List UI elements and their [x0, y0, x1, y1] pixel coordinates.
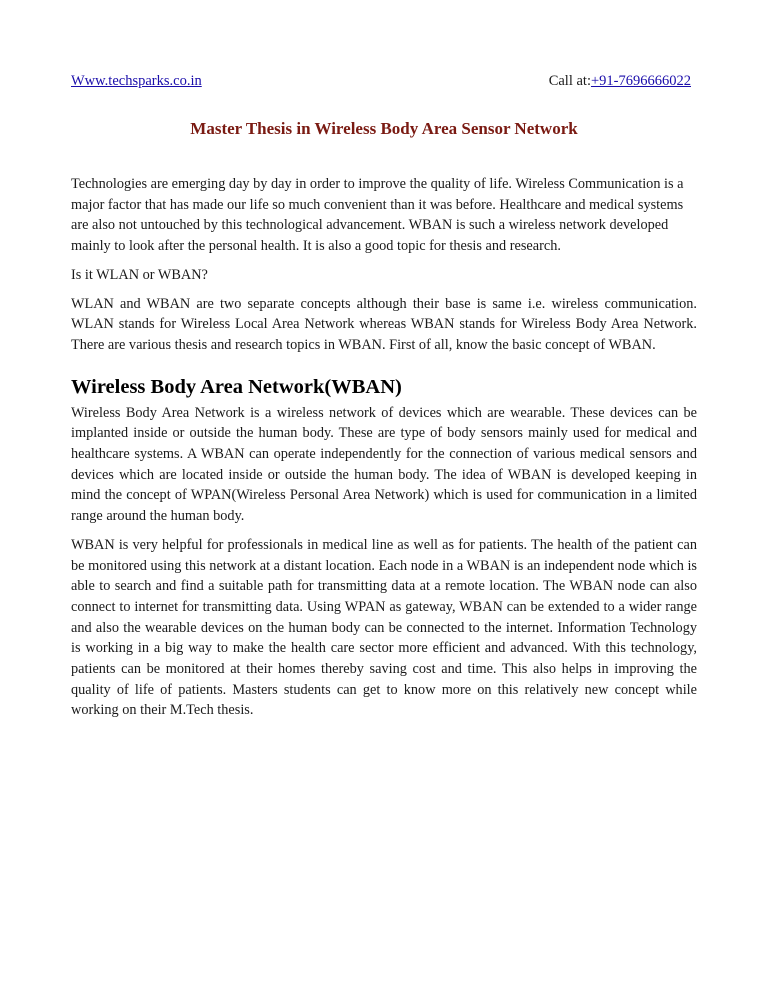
question-paragraph: Is it WLAN or WBAN? [71, 266, 208, 283]
website-link[interactable]: Www.techsparks.co.in [71, 73, 202, 89]
wban-paragraph-2: WBAN is very helpful for professionals in medical line as well as for patients. The health of the patient can be monitored using this network at a distant location. Each node in a WBAN is an independent node which is able to search and find a suitable path for transmitting data at a remote location. The WBAN node can also connect to internet for transmitting data. Using WPAN as gateway, WBAN can be extended to a wider range and also the wearable devices on the human body can be connected to the internet. Information Technology is working in a big way to make the health care sector more efficient and advanced. With this technology, patients can be monitored at their homes thereby saving cost and time. This also helps in improving the quality of life of patients. Masters students can get to know more on this relatively new concept while working on their M.Tech thesis. [71, 536, 697, 719]
section-heading: Wireless Body Area Network(WBAN) [71, 375, 402, 398]
phone-link[interactable]: +91-7696666022 [590, 73, 691, 89]
document-body [71, 174, 697, 729]
wlan-wban-paragraph: WLAN and WBAN are two separate concepts although their base is same i.e. wireless communication. WLAN stands for Wireless Local Area Network whereas WBAN stands for Wireless Body Area Network. There are various thesis and research topics in WBAN. First of all, know the basic concept of WBAN. [71, 295, 697, 353]
document-title: Master Thesis in Wireless Body Area Sensor Network [190, 119, 578, 138]
call-label: Call at: [548, 73, 591, 89]
page-header [71, 71, 691, 91]
intro-paragraph: Technologies are emerging day by day in order to improve the quality of life. Wireless Communication is a major factor that has made our life so much convenient than it was before. Healthcare and medical systems are also not untouched by this technological advancement. WBAN is such a wireless network developed mainly to look after the personal health. It is also a good topic for thesis and research. [71, 176, 684, 255]
contact-info [549, 71, 691, 91]
wban-paragraph-1: Wireless Body Area Network is a wireless network of devices which are wearable. These devices can be implanted inside or outside the human body. These are type of body sensors mainly used for medical and healthcare systems. A WBAN can operate independently for the connection of various medical sensors and devices which are located inside or outside the human body. The idea of WBAN is developed keeping in mind the concept of WPAN(Wireless Personal Area Network) which is used for communication in a limited range around the human body. [71, 404, 697, 525]
